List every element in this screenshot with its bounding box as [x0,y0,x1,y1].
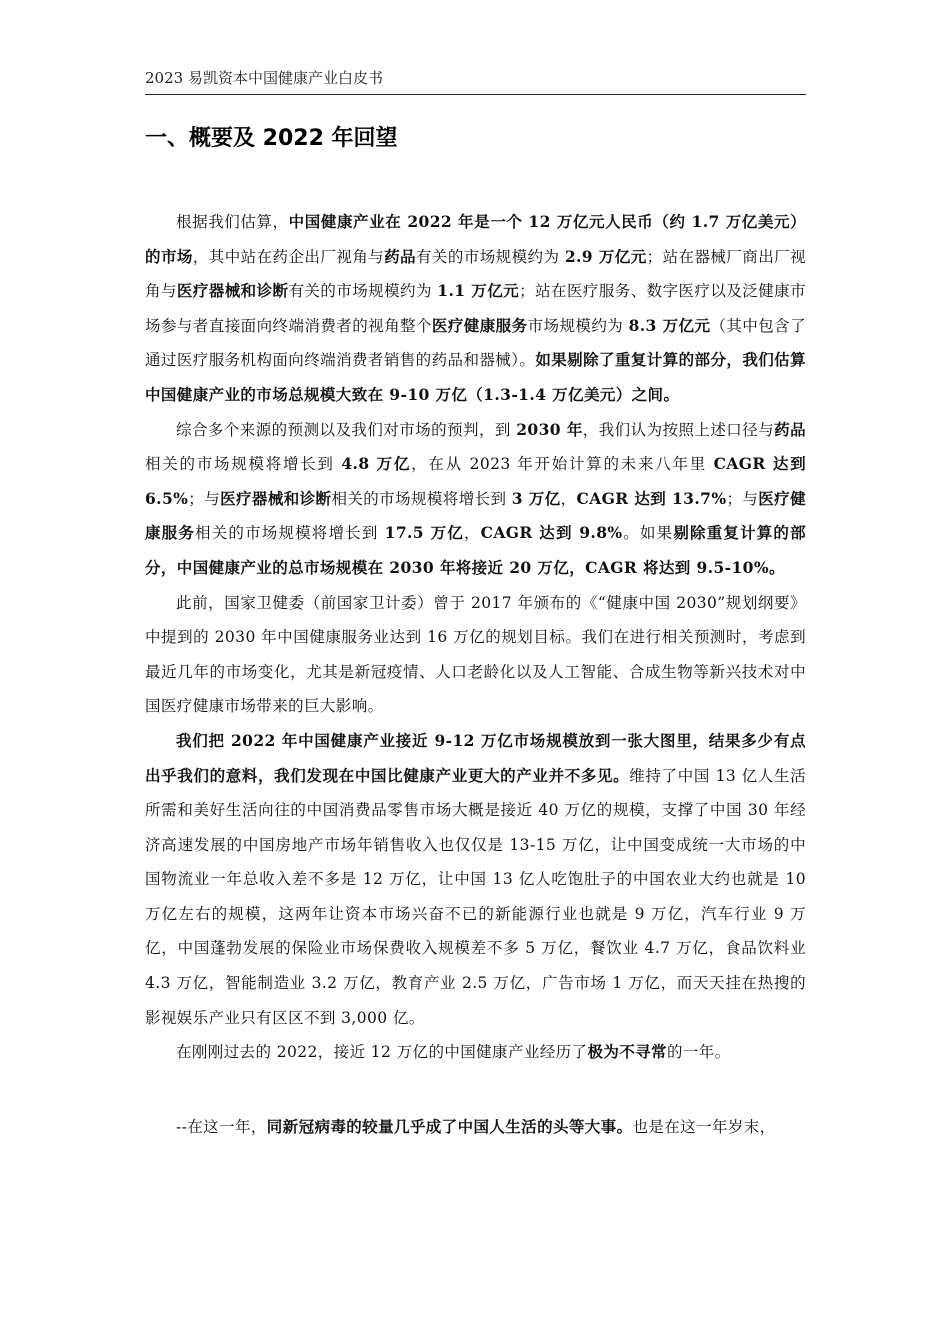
bold-text-run: CAGR 达到 13.7% [576,488,727,508]
text-run: ，其中站在药企出厂视角与 [192,247,385,266]
bold-text-run: 1.1 万亿元 [437,281,520,301]
text-run: （其中包含了通过医疗服务机构面向终端消费者销售的药品和器械）。 [145,316,807,370]
bold-text-run: 我们把 2022 年中国健康产业接近 9-12 万亿市场规模放到一张大图里，结果多少有点出乎我们的意料，我们发现在中国比健康产业更大的产业并不多见。 [145,730,806,785]
text-run: ，我们认为按照上述口径与 [582,420,775,439]
bold-text-run: 医疗器械和诊断 [220,488,332,508]
header-title: 2023 易凯资本中国健康产业白皮书 [145,69,383,87]
bold-text-run: CAGR 达到 6.5% [145,454,806,508]
bold-text-run: 17.5 万亿 [384,523,464,543]
text-run: ， [463,524,481,543]
text-run: ；站在医疗服务、数字医疗以及泛健康市场参与者直接面向终端消费者的视角整个 [145,282,806,335]
paragraph-2022-review [145,1035,806,1070]
paragraph-industry-comparison [145,724,806,1035]
bold-text-run: 3 万亿 [511,488,561,508]
text-run: 相关的市场规模将增长到 [331,489,512,508]
bold-text-run: 药品 [384,246,416,266]
bold-text-run: 医疗器械和诊断 [176,281,289,301]
page-header [145,68,806,95]
bold-text-run: 极为不寻常 [587,1042,667,1062]
text-run: 相关的市场规模将增长到 [145,455,342,474]
bold-text-run: 2030 年 [516,419,583,439]
bold-text-run: 药品 [774,419,806,439]
text-run: 的一年。 [666,1043,731,1062]
bold-text-run: 中国健康产业在 2022 年是一个 12 万亿元人民币（约 1.7 万亿美元）的市场 [145,212,806,266]
text-run: ；与 [726,489,759,508]
body-text [145,205,806,1144]
paragraph-market-size [145,205,806,413]
text-run: 在刚刚过去的 2022，接近 12 万亿的中国健康产业经历了 [176,1043,588,1062]
bold-text-run: 如果剔除了重复计算的部分，我们估算中国健康产业的市场总规模大致在 9-10 万亿（1.3-1.4 万亿美元）之间。 [145,350,806,404]
bold-text-run: 剔除重复计算的部分，中国健康产业的总市场规模在 2030 年将接近 20 万亿，CAGR 将达到 9.5-10%。 [145,523,807,577]
text-run: ；与 [188,489,221,508]
paragraph-2030-forecast [145,413,806,586]
text-run: ，在从 2023 年开始计算的未来八年里 [411,455,714,474]
text-run: 根据我们估算， [176,213,289,231]
text-run: ， [560,489,577,508]
text-run: 此前，国家卫健委（前国家卫计委）曾于 2017 年颁布的《“健康中国 2030”规划纲要》中提到的 2030 年中国健康服务业达到 16 万亿的规划目标。我们在进行相关预测时，考虑到最近几年的市场变化，尤其是新冠疫情、人口老龄化以及人工智能、合成生物等新兴技术对中国医疗健康市场带来的巨大影响。 [145,593,806,716]
bold-text-run: 同新冠病毒的较量几乎成了中国人生活的头等大事。 [266,1116,633,1136]
bold-text-run: 医疗健康服务 [431,315,528,335]
text-run: 也是在这一年岁末， [632,1117,776,1136]
bold-text-run: 医疗健康服务 [145,488,806,543]
section-title: 一、概要及 2022 年回望 [145,126,398,151]
text-run: 有关的市场规模约为 [288,282,438,301]
text-run: 相关的市场规模将增长到 [195,524,385,543]
text-run: 有关的市场规模约为 [415,247,565,266]
bold-text-run: 8.3 万亿元 [628,315,711,335]
text-run: 市场规模约为 [527,316,629,335]
paragraph-covid-year [145,1110,806,1145]
text-run: 。如果 [622,524,674,543]
text-run: 维持了中国 13 亿人生活所需和美好生活向往的中国消费品零售市场大概是接近 40 万亿的规模，支撑了中国 30 年经济高速发展的中国房地产市场年销售收入也仅仅是 13-15 万亿，让中国变成统一大市场的中国物流业一年总收入差不多是 12 万亿，让中国 13 亿人吃饱肚子的中国农业大约也就是 10 万亿左右的规模，这两年让资本市场兴奋不已的新能源行业也就是 9 万亿，汽车行业 9 万亿，中国蓬勃发展的保险业市场保费收入规模差不多 5 万亿，餐饮业 4.7 万亿，食品饮料业 4.3 万亿，智能制造业 3.2 万亿，教育产业 2.5 万亿，广告市场 1 万亿，而天天挂在热搜的影视娱乐产业只有区区不到 3,000 亿。 [145,766,806,1027]
bold-text-run: 2.9 万亿元 [564,246,647,266]
text-run: ；站在器械厂商出厂视角与 [145,247,806,301]
text-run: 综合多个来源的预测以及我们对市场的预判，到 [176,420,517,439]
bold-text-run: 4.8 万亿 [341,454,412,474]
bold-text-run: CAGR 达到 9.8% [480,523,623,543]
paragraph-policy-background [145,586,806,724]
text-run: --在这一年， [176,1117,267,1136]
